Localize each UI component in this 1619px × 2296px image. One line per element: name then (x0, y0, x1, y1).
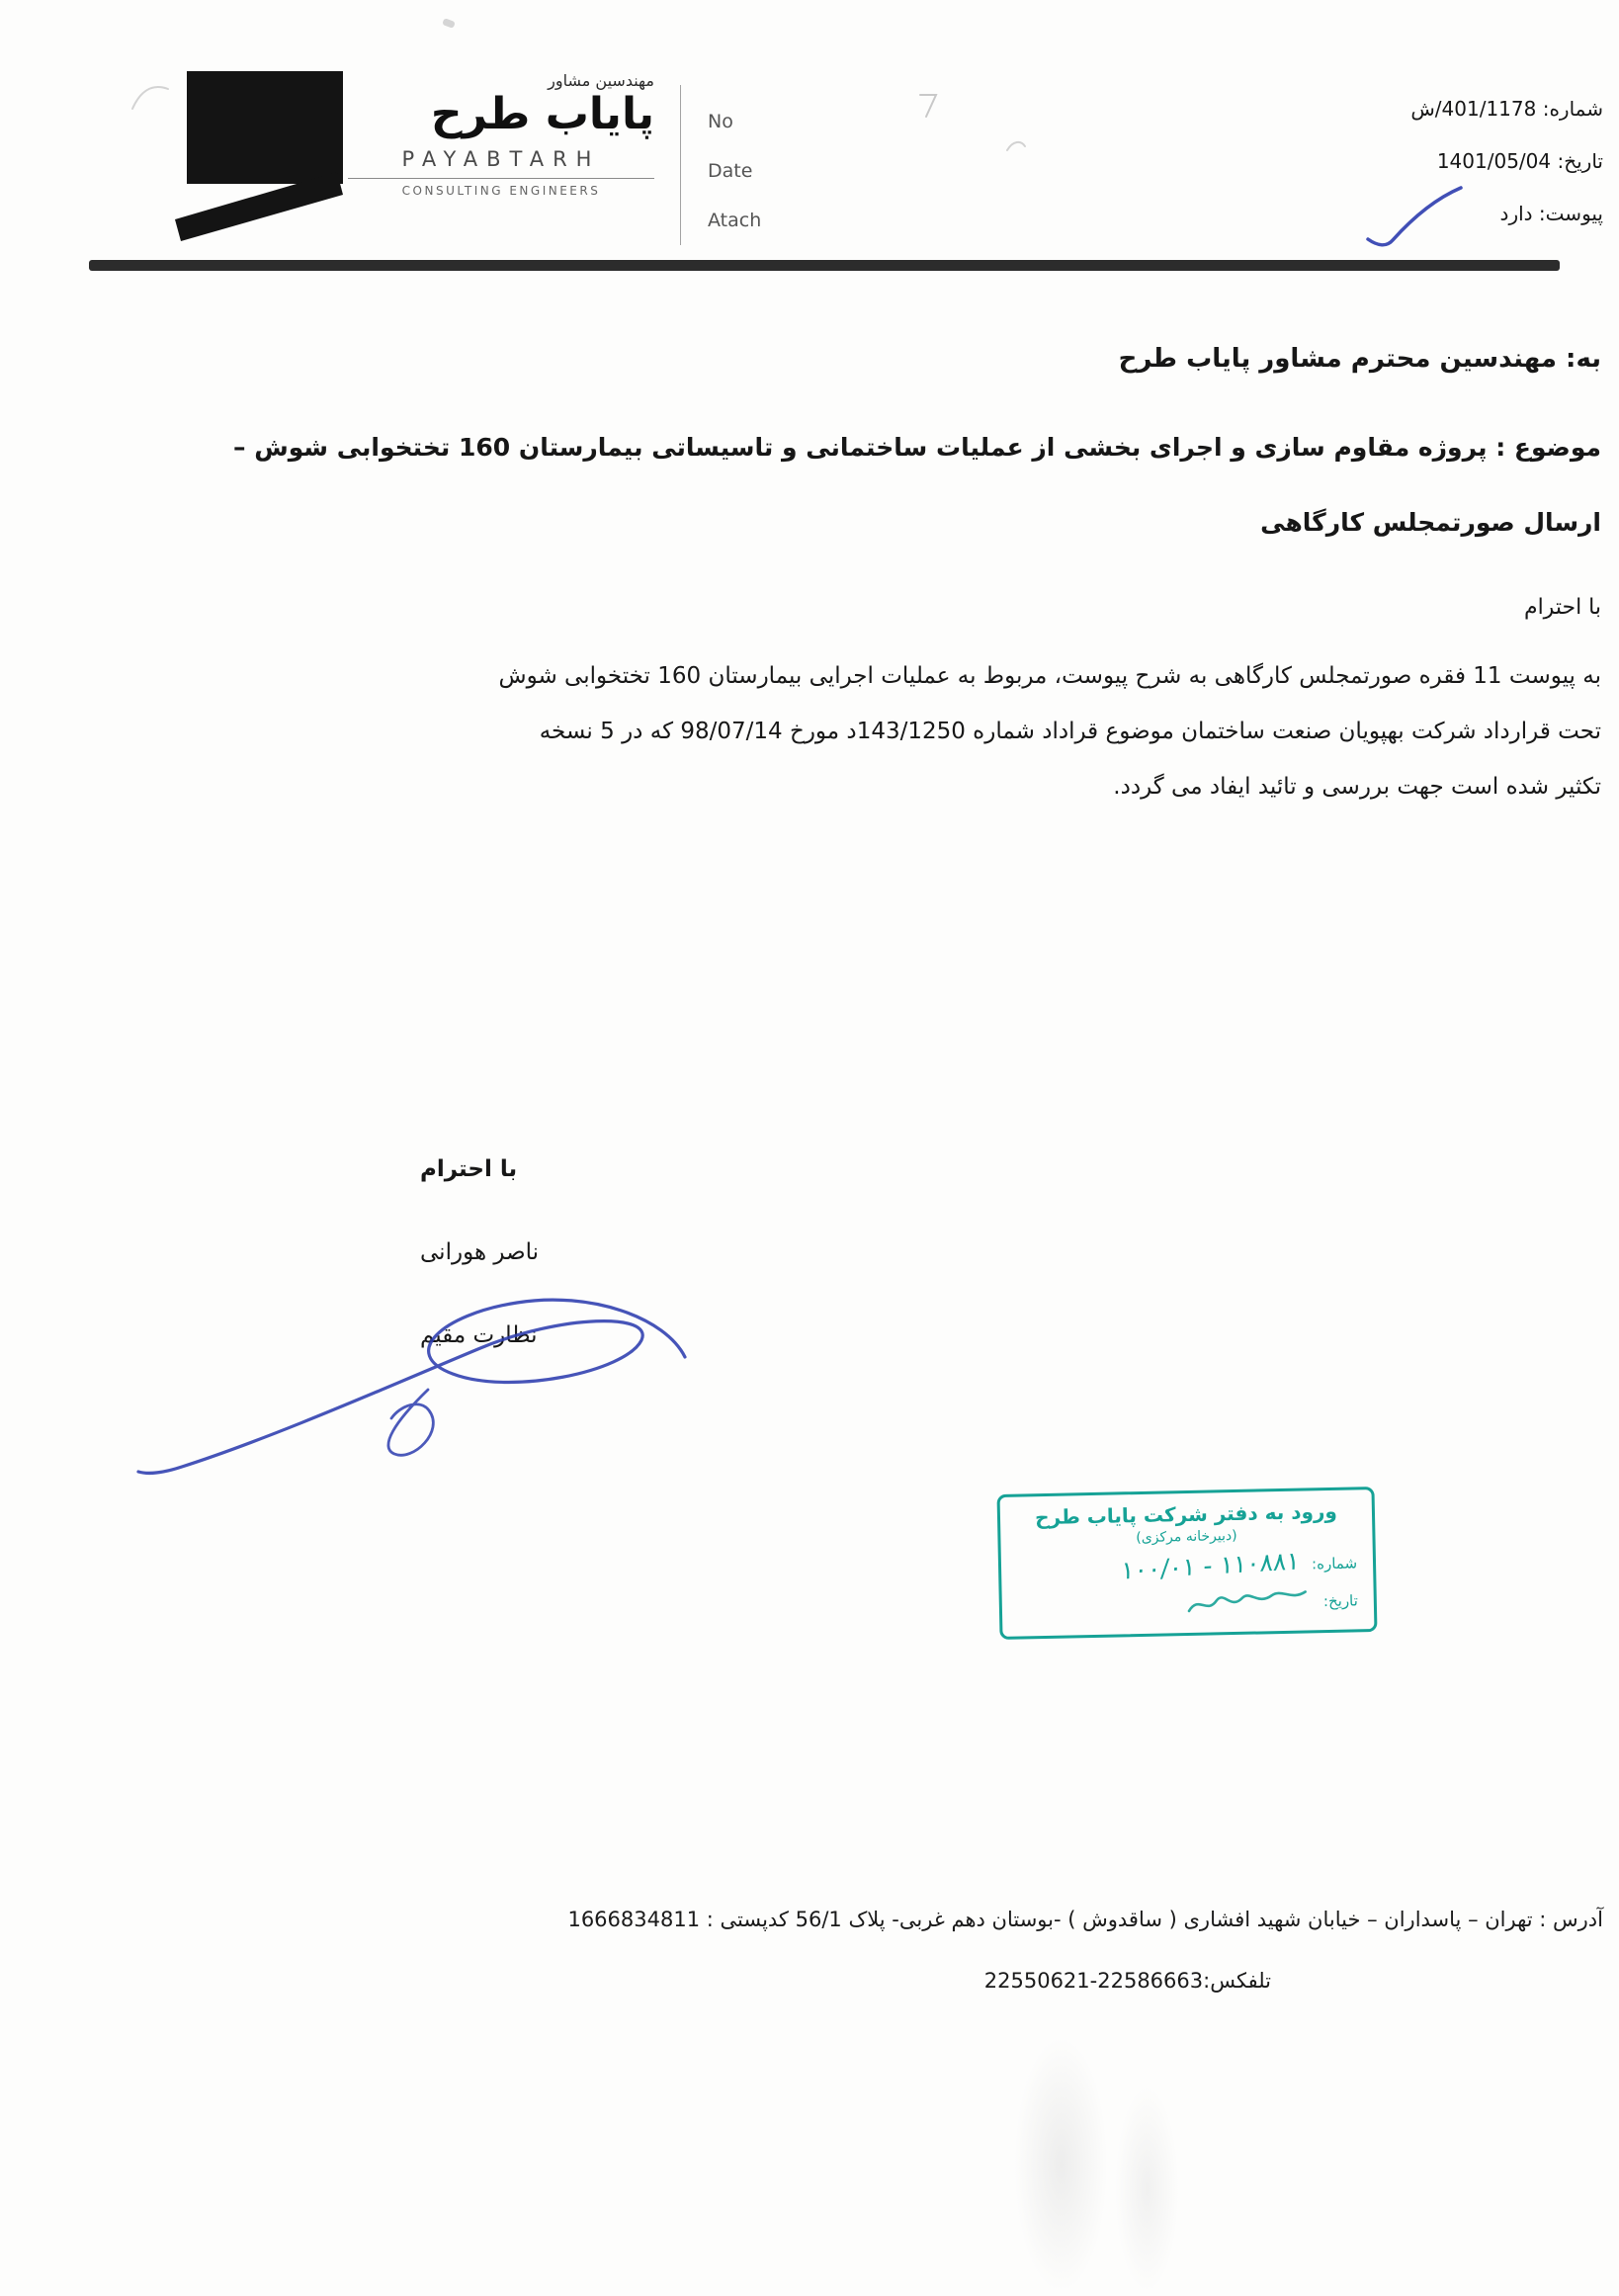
company-logo-text (348, 71, 654, 198)
company-name-fa-small: مهندسین مشاور (548, 71, 654, 90)
date-field-label: Date (708, 160, 753, 182)
stamp-date-row (1014, 1583, 1363, 1624)
footer-address: آدرس : تهران – پاسداران – خیابان شهید افشاری ( ساقدوش ) -بوستان دهم غربی- پلاک 56/1 کدپستی : 1666834811 (567, 1908, 1603, 1931)
payabtarh-logo-icon (173, 69, 349, 241)
signature-role: نظارت مقیم (420, 1322, 538, 1348)
subject-line-1: موضوع : پروژه مقاوم سازی و اجرای بخشی از عملیات ساختمانی و تاسیساتی بیمارستان 160 تختخوابی شوش – (233, 433, 1601, 462)
stamp-title: ورود به دفتر شرکت پایاب طرح (1034, 1498, 1338, 1530)
body-paragraph-line-2: تحت قرارداد شرکت بهپویان صنعت ساختمان موضوع قراداد شماره 143/1250د مورخ 98/07/14 که در 5 نسخه (539, 719, 1601, 744)
company-name-en: PAYABTARH (401, 146, 601, 171)
office-entry-stamp (997, 1487, 1378, 1640)
signature-name: ناصر هورانی (420, 1239, 540, 1265)
scan-artifact (127, 77, 178, 119)
stamp-number-row (1013, 1548, 1362, 1583)
attach-field-label: Atach (708, 210, 762, 231)
signature-closing: با احترام (420, 1156, 518, 1182)
stamp-number-label: شماره: (1311, 1553, 1358, 1573)
company-name-fa-large: پایاب طرح (430, 89, 654, 139)
salutation: با احترام (1523, 595, 1601, 620)
scan-artifact (1115, 2085, 1179, 2293)
pen-check-mark (1362, 184, 1466, 251)
signature-ink (127, 1263, 720, 1495)
letter-date: تاریخ: 1401/05/04 (1436, 149, 1603, 173)
letter-number: شماره: 401/1178/ش (1410, 97, 1603, 121)
stamp-subtitle: (دبیرخانه مرکزی) (1136, 1527, 1237, 1547)
company-subtitle-en: CONSULTING ENGINEERS (348, 178, 654, 198)
letterhead-rule (89, 260, 1560, 271)
letterhead-divider (680, 85, 681, 245)
scan-artifact (1014, 2036, 1108, 2293)
scan-artifact (442, 18, 456, 29)
body-paragraph-line-1: به پیوست 11 فقره صورتمجلس کارگاهی به شرح پیوست، مربوط به عملیات اجرایی بیمارستان 160 تختخوابی شوش (498, 663, 1601, 689)
scan-artifact (1003, 134, 1029, 156)
letter-attachment: پیوست: دارد (1499, 202, 1603, 225)
footer-telefax: تلفکس:22586663-22550621 (983, 1969, 1271, 1993)
stamp-date-label: تاریخ: (1322, 1591, 1359, 1611)
stamp-number-handwriting: ۱۱۰۸۸۱ - ۱۰۰/۰۱ (1120, 1546, 1301, 1585)
recipient-line: به: مهندسین محترم مشاور پایاب طرح (1118, 344, 1601, 374)
no-field-label: No (708, 111, 733, 132)
body-paragraph-line-3: تکثیر شده است جهت بررسی و تائید ایفاد می گردد. (1113, 774, 1601, 800)
subject-line-2: ارسال صورتمجلس کارگاهی (1260, 508, 1601, 537)
scan-artifact (917, 91, 941, 121)
stamp-date-handwriting (1183, 1584, 1313, 1621)
